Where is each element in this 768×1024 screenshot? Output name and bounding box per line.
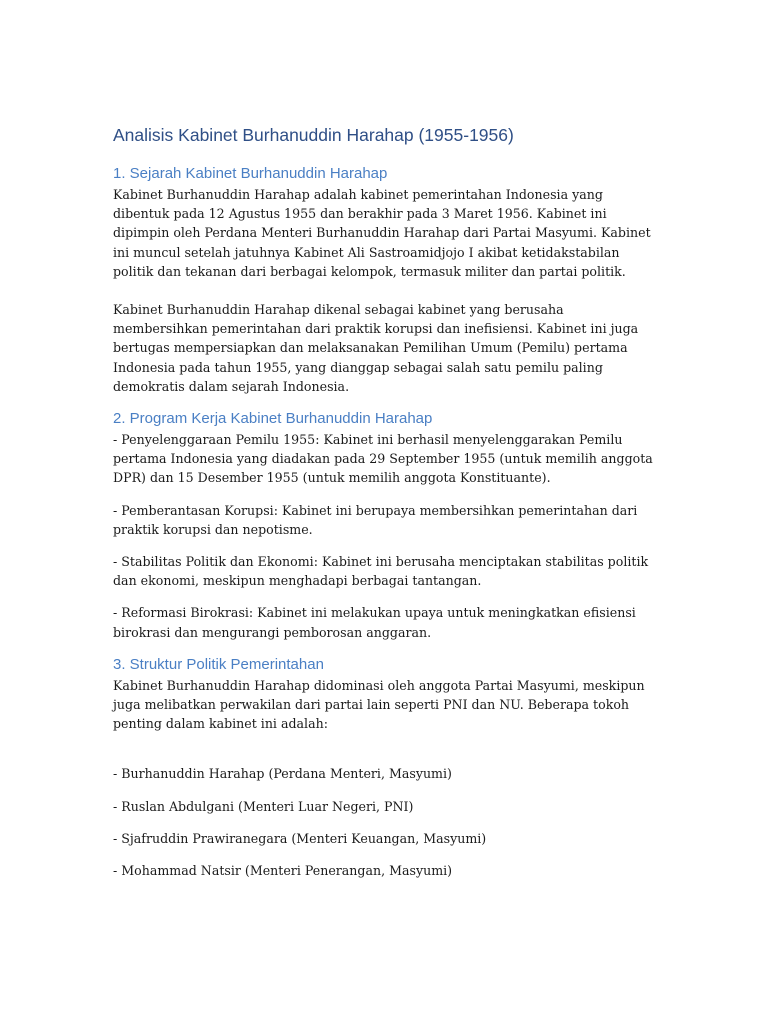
- list-item: - Mohammad Natsir (Menteri Penerangan, Masyumi): [113, 863, 453, 879]
- list-item: - Pemberantasan Korupsi: Kabinet ini berupaya membersihkan pemerintahan dari praktik korupsi dan nepotisme.: [113, 502, 638, 537]
- section-heading-history: 1. Sejarah Kabinet Burhanuddin Harahap: [113, 165, 388, 182]
- list-item: - Ruslan Abdulgani (Menteri Luar Negeri, PNI): [113, 798, 414, 814]
- paragraph: Kabinet Burhanuddin Harahap dikenal sebagai kabinet yang berusaha membersihkan pemerintahan dari praktik korupsi dan inefisiensi. Kabinet ini juga bertugas mempersiapkan dan melaksanakan Pemilihan Umum (Pemilu) pertama Indonesia pada tahun 1955, yang dianggap sebagai salah satu pemilu paling demokratis dalam sejarah Indonesia.: [113, 302, 639, 394]
- section-heading-political-structure: 3. Struktur Politik Pemerintahan: [113, 655, 324, 673]
- list-item: - Sjafruddin Prawiranegara (Menteri Keuangan, Masyumi): [113, 830, 487, 846]
- section-political-structure: [113, 655, 658, 880]
- document-title: Analisis Kabinet Burhanuddin Harahap (1955-1956): [113, 125, 514, 145]
- list-item: - Stabilitas Politik dan Ekonomi: Kabinet ini berusaha menciptakan stabilitas politik dan ekonomi, meskipun menghadapi berbagai tantangan.: [113, 554, 649, 589]
- section-heading-work-program: 2. Program Kerja Kabinet Burhanuddin Harahap: [113, 410, 433, 428]
- document-body: [113, 124, 658, 893]
- paragraph: Kabinet Burhanuddin Harahap didominasi oleh anggota Partai Masyumi, meskipun juga melibatkan perwakilan dari partai lain seperti PNI dan NU. Beberapa tokoh penting dalam kabinet ini adalah:: [113, 677, 645, 732]
- section-history: [113, 164, 658, 396]
- list-item: - Reformasi Birokrasi: Kabinet ini melakukan upaya untuk meningkatkan efisiensi birokrasi dan mengurangi pemborosan anggaran.: [113, 605, 636, 640]
- paragraph: Kabinet Burhanuddin Harahap adalah kabinet pemerintahan Indonesia yang dibentuk pada 12 Agustus 1955 dan berakhir pada 3 Maret 1956. Kabinet ini dipimpin oleh Perdana Menteri Burhanuddin Harahap dari Partai Masyumi. Kabinet ini muncul setelah jatuhnya Kabinet Ali Sastroamidjojo I akibat ketidakstabilan politik dan tekanan dari berbagai kelompok, termasuk militer dan partai politik.: [113, 187, 651, 279]
- list-item: - Burhanuddin Harahap (Perdana Menteri, Masyumi): [113, 766, 452, 782]
- list-item: - Penyelenggaraan Pemilu 1955: Kabinet ini berhasil menyelenggarakan Pemilu pertama Indonesia yang diadakan pada 29 September 1955 (untuk memilih anggota DPR) dan 15 Desember 1955 (untuk memilih anggota Konstituante).: [113, 432, 653, 486]
- section-work-program: [113, 409, 658, 642]
